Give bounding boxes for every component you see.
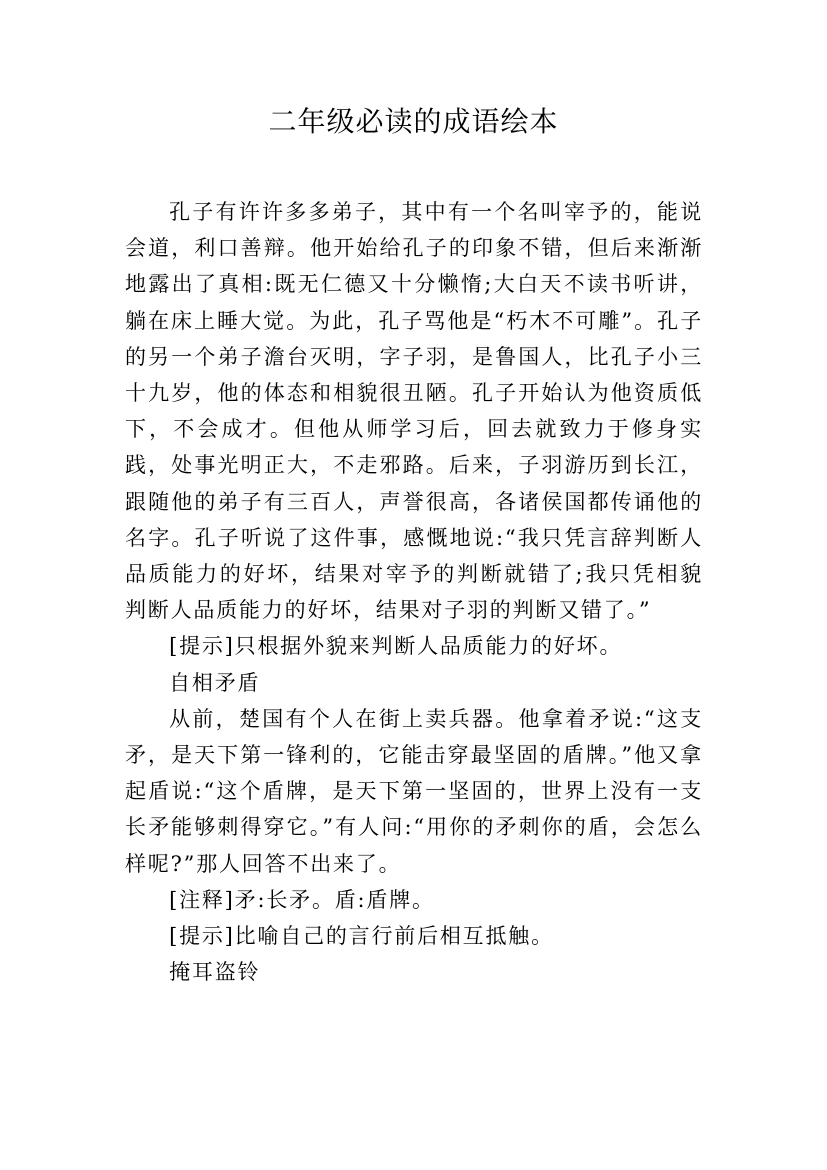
note-paragraph: [注释]矛:长矛。盾:盾牌。 [169,887,435,912]
idiom-heading: 自相矛盾 [169,670,261,695]
tip-paragraph: [提示]只根据外貌来判断人品质能力的好坏。 [169,634,623,659]
tip-paragraph: [提示]比喻自己的言行前后相互抵触。 [169,924,554,949]
story-paragraph: 从前，楚国有个人在街上卖兵器。他拿着矛说:“这支矛，是天下第一锋利的，它能击穿最坚固的盾牌。”他又拿起盾说:“这个盾牌，是天下第一坚固的，世界上没有一支长矛能够刺得穿它。”有人问:“用你的矛刺你的盾，会怎么样呢?”那人回答不出来了。 [125,706,703,876]
document-body [125,194,703,990]
idiom-heading: 掩耳盗铃 [169,960,261,985]
story-paragraph: 孔子有许许多多弟子，其中有一个名叫宰予的，能说会道，利口善辩。他开始给孔子的印象不错，但后来渐渐地露出了真相:既无仁德又十分懒惰;大白天不读书听讲，躺在床上睡大觉。为此，孔子骂他是“朽木不可雕”。孔子的另一个弟子澹台灭明，字子羽，是鲁国人，比孔子小三十九岁，他的体态和相貌很丑陋。孔子开始认为他资质低下，不会成才。但他从师学习后，回去就致力于修身实践，处事光明正大，不走邪路。后来，子羽游历到长江，跟随他的弟子有三百人，声誉很高，各诸侯国都传诵他的名字。孔子听说了这件事，感慨地说:“我只凭言辞判断人品质能力的好坏，结果对宰予的判断就错了;我只凭相貌判断人品质能力的好坏，结果对子羽的判断又错了。” [125,200,703,623]
document-title: 二年级必读的成语绘本 [268,105,559,138]
